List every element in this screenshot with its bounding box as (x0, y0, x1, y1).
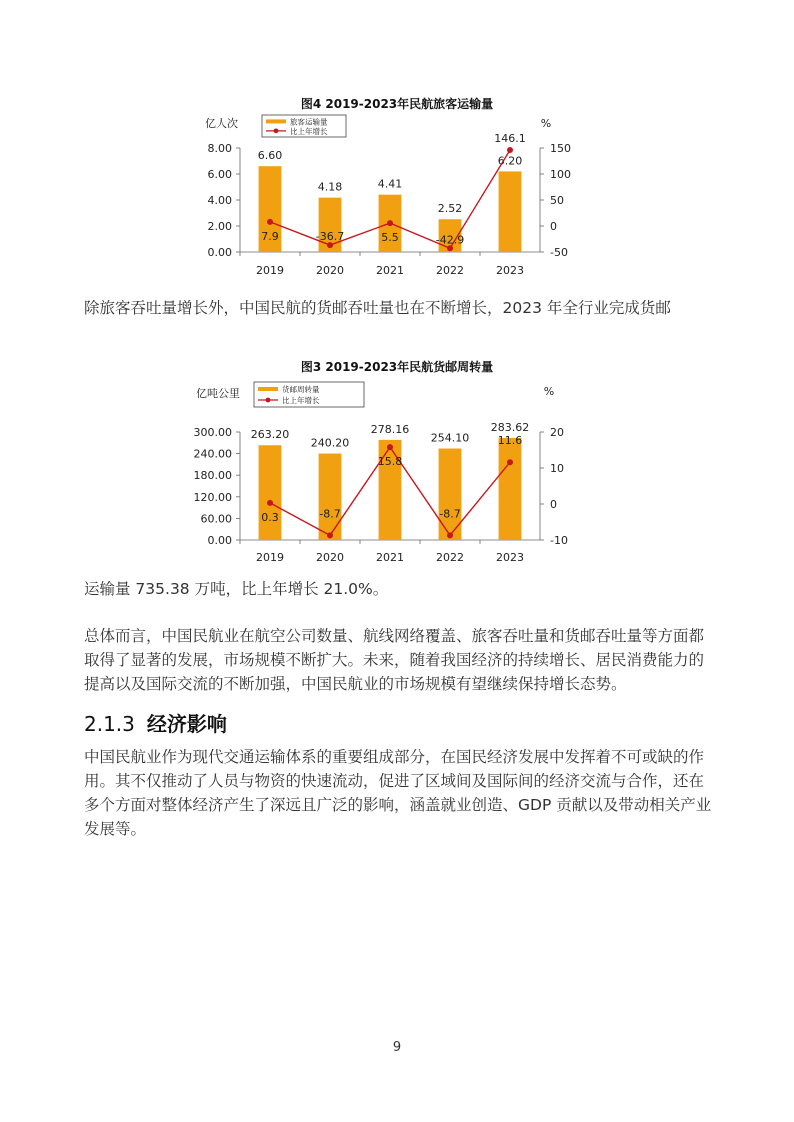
bar-value-label: 240.20 (310, 436, 350, 450)
chart-title: 图3 2019-2023年民航货邮周转量 (300, 360, 494, 374)
y2-tick-label: 50 (550, 194, 564, 207)
y-tick-label: 8.00 (207, 142, 232, 155)
y-tick-label: 0.00 (207, 534, 232, 547)
paragraph-summary: 总体而言，中国民航业在航空公司数量、航线网络覆盖、旅客吞吐量和货邮吞吐量等方面都取得了显著的发展，市场规模不断扩大。未来，随着我国经济的持续增长、居民消费能力的提高以及国际交流的不断加强，中国民航业的市场规模有望继续保持增长态势。 (84, 627, 705, 693)
legend-line-marker (274, 128, 279, 133)
y-tick-label: 180.00 (193, 469, 232, 483)
growth-value-label: 11.6 (497, 434, 523, 448)
bar-value-label: 263.20 (250, 428, 290, 442)
bar-value-label: 278.16 (370, 422, 410, 436)
chart-svg (0, 355, 794, 575)
y2-axis-unit: % (540, 117, 552, 130)
y-tick-label: 0.00 (207, 246, 232, 259)
paragraph-cargo-result: 运输量 735.38 万吨，比上年增长 21.0%。 (84, 580, 389, 598)
growth-value-label: -8.7 (319, 507, 341, 521)
chart-cargo-turnover (0, 355, 794, 579)
legend-bar-label: 旅客运输量 (290, 117, 328, 127)
bar (499, 171, 522, 252)
growth-value-label: 146.1 (494, 132, 526, 146)
growth-value-label: 0.3 (261, 510, 279, 524)
chart-title: 图4 2019-2023年民航旅客运输量 (300, 97, 494, 111)
x-category-label: 2020 (316, 264, 344, 277)
y2-tick-label: -50 (550, 246, 568, 259)
x-category-label: 2021 (376, 551, 404, 564)
growth-point (507, 147, 513, 153)
y-axis-unit: 亿人次 (205, 117, 238, 130)
growth-point (507, 459, 513, 465)
chart-passenger-volume (0, 90, 794, 289)
y2-tick-label: 10 (550, 462, 564, 475)
page-number: 9 (392, 1040, 402, 1055)
growth-point (387, 220, 393, 226)
y-tick-label: 300.00 (193, 426, 232, 439)
bar-value-label: 254.10 (430, 431, 470, 445)
y2-tick-label: 100 (550, 168, 571, 181)
paragraph-economic-impact: 中国民航业作为现代交通运输体系的重要组成部分，在国民经济发展中发挥着不可或缺的作用。其不仅推动了人员与物资的快速流动，促进了区域间及国际间的经济交流与合作，还在多个方面对整体经济产生了深远且广泛的影响，涵盖就业创造、GDP 贡献以及带动相关产业发展等。 (84, 748, 712, 838)
y2-axis-unit: % (543, 385, 555, 398)
legend-bar-swatch (258, 387, 278, 391)
y-tick-label: 2.00 (207, 220, 232, 233)
growth-point (327, 532, 333, 538)
bar-value-label: 6.20 (497, 154, 523, 168)
x-category-label: 2019 (256, 264, 284, 277)
x-category-label: 2022 (436, 551, 464, 564)
growth-value-label: -42.9 (435, 233, 465, 247)
legend-line-label: 比上年增长 (290, 126, 328, 136)
bar-value-label: 4.41 (377, 177, 403, 191)
legend-line-marker (266, 398, 271, 403)
legend-bar-label: 货邮周转量 (282, 385, 320, 394)
bar (259, 445, 282, 540)
growth-value-label: 15.8 (377, 455, 403, 469)
legend-line-label: 比上年增长 (282, 396, 320, 405)
bar-value-label: 6.60 (257, 149, 283, 163)
section-title: 经济影响 (146, 712, 227, 736)
x-category-label: 2023 (496, 551, 524, 564)
growth-point (267, 500, 273, 506)
y2-tick-label: -10 (550, 534, 568, 547)
section-heading (84, 708, 227, 737)
bar (499, 438, 522, 540)
growth-value-label: 7.9 (261, 229, 279, 243)
bar-value-label: 283.62 (490, 420, 530, 434)
growth-value-label: -8.7 (439, 507, 461, 521)
x-category-label: 2023 (496, 264, 524, 277)
y2-tick-label: 0 (550, 498, 557, 511)
growth-point (267, 219, 273, 225)
y-tick-label: 4.00 (207, 194, 232, 207)
section-number: 2.1.3 (84, 712, 135, 736)
x-category-label: 2022 (436, 264, 464, 277)
y2-tick-label: 150 (550, 142, 571, 155)
bar-value-label: 2.52 (437, 202, 463, 216)
x-category-label: 2020 (316, 551, 344, 564)
y-tick-label: 6.00 (207, 168, 232, 181)
chart-svg (0, 90, 794, 285)
growth-value-label: 5.5 (381, 231, 399, 245)
paragraph-cargo-intro: 除旅客吞吐量增长外，中国民航的货邮吞吐量也在不断增长，2023 年全行业完成货邮 (84, 299, 671, 317)
bar-value-label: 4.18 (317, 180, 343, 194)
y-tick-label: 60.00 (200, 512, 232, 526)
y2-tick-label: 0 (550, 220, 557, 233)
y-tick-label: 240.00 (193, 447, 232, 461)
bar (319, 454, 342, 540)
growth-point (447, 532, 453, 538)
x-category-label: 2021 (376, 264, 404, 277)
y-axis-unit: 亿吨公里 (196, 387, 240, 400)
growth-value-label: -36.7 (315, 230, 345, 244)
x-category-label: 2019 (256, 551, 284, 564)
legend-bar-swatch (266, 119, 286, 123)
y2-tick-label: 20 (550, 426, 564, 439)
y-tick-label: 120.00 (193, 490, 232, 504)
growth-point (387, 444, 393, 450)
